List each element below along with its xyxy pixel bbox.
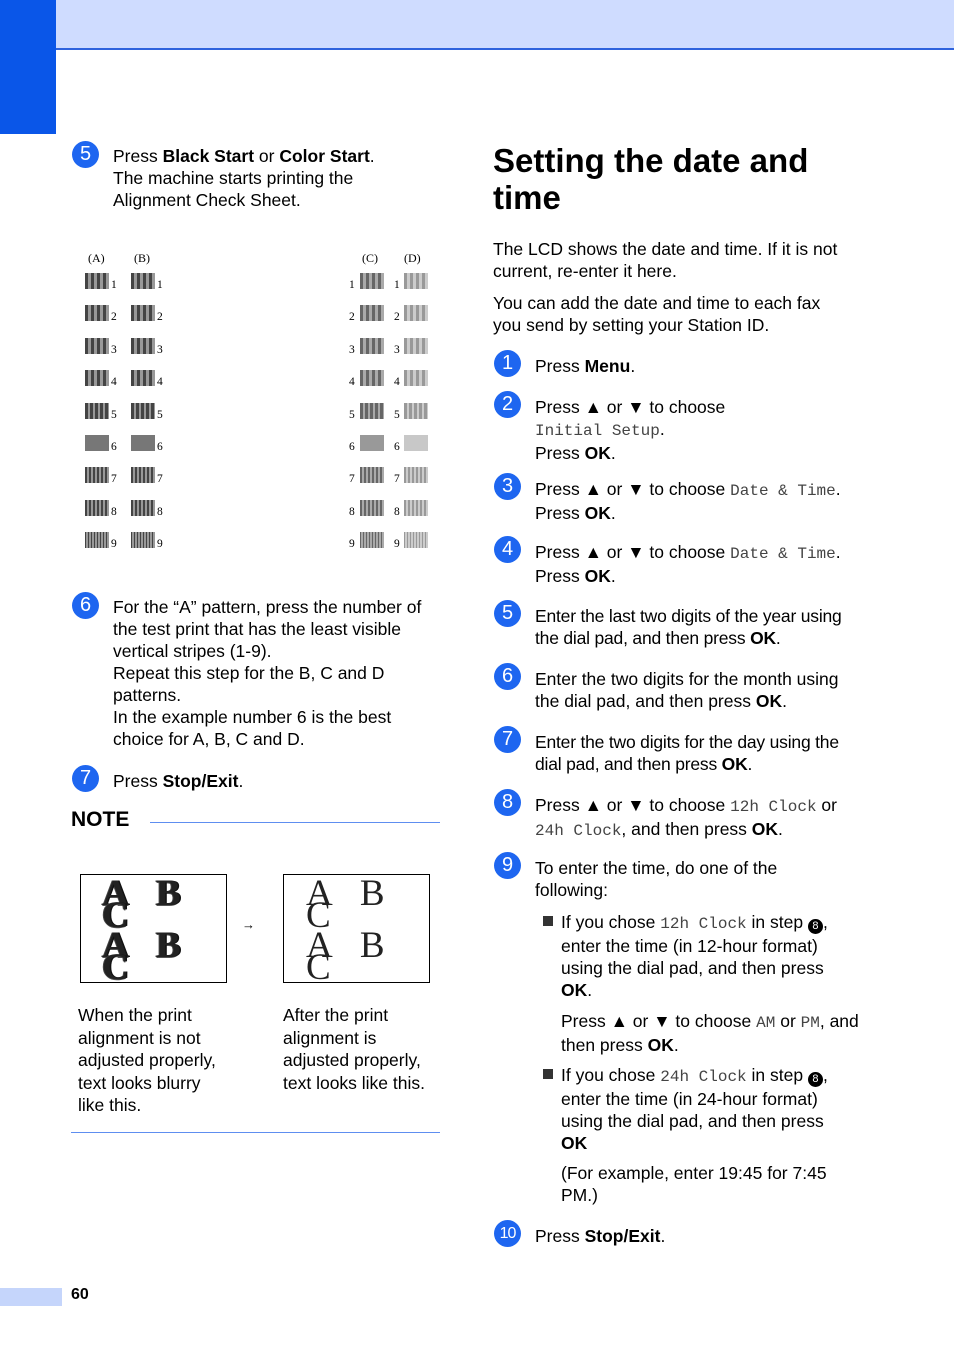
pattern-number: 9 bbox=[394, 538, 400, 550]
bullet-icon bbox=[543, 1069, 553, 1079]
step-6-month-text: Enter the two digits for the month using the dial pad, and then press OK. bbox=[535, 669, 839, 711]
step-6-text: For the “A” pattern, press the number of the test print that has the least visible vertical stripes (1-9). Repeat this step for the B, C and D patterns. In the example number 6 is the best choice for A, B, C and D. bbox=[113, 597, 422, 749]
stripe-pattern bbox=[404, 532, 428, 548]
step-2-text: Press ▲ or ▼ to choose Initial Setup. Press OK. bbox=[535, 397, 726, 463]
pattern-number: 8 bbox=[394, 506, 400, 518]
step-9-text: To enter the time, do one of the following: bbox=[535, 858, 778, 900]
stripe-pattern bbox=[360, 467, 384, 483]
section-title: Setting the date and time bbox=[493, 142, 809, 216]
pattern-number: 9 bbox=[349, 538, 355, 550]
pattern-number: 8 bbox=[349, 506, 355, 518]
label-c: (C) bbox=[362, 251, 378, 265]
pattern-number: 4 bbox=[157, 376, 163, 388]
blurry-text-line: A B C bbox=[102, 925, 191, 988]
stripe-pattern bbox=[85, 370, 109, 386]
step-7-text: Press Stop/Exit. bbox=[113, 771, 244, 791]
pattern-number: 7 bbox=[394, 473, 400, 485]
crisp-text-line: A B C bbox=[306, 873, 395, 936]
pattern-number: 1 bbox=[394, 279, 400, 291]
pattern-number: 3 bbox=[394, 344, 400, 356]
pattern-number: 4 bbox=[349, 376, 355, 388]
step-ref-icon: 8 bbox=[808, 919, 823, 934]
pattern-number: 2 bbox=[157, 311, 163, 323]
stripe-pattern bbox=[85, 500, 109, 516]
stripe-pattern bbox=[404, 500, 428, 516]
label-b: (B) bbox=[134, 251, 150, 265]
step-5-year-text: Enter the last two digits of the year using the dial pad, and then press OK. bbox=[535, 606, 842, 648]
stripe-pattern bbox=[131, 273, 155, 289]
stripe-pattern bbox=[131, 435, 155, 451]
step-number: 5 bbox=[494, 600, 521, 627]
pattern-number: 7 bbox=[157, 473, 163, 485]
pattern-number: 1 bbox=[111, 279, 117, 291]
stripe-pattern bbox=[131, 467, 155, 483]
step-number: 1 bbox=[494, 350, 521, 377]
note-bottom-divider bbox=[71, 1132, 440, 1133]
pattern-number: 3 bbox=[157, 344, 163, 356]
step-3-text: Press ▲ or ▼ to choose Date & Time. Press OK. bbox=[535, 479, 841, 523]
stripe-pattern bbox=[404, 273, 428, 289]
blurry-sample-box bbox=[80, 873, 227, 988]
step-10-text: Press Stop/Exit. bbox=[535, 1226, 666, 1246]
stripe-pattern bbox=[85, 273, 109, 289]
pattern-number: 8 bbox=[157, 506, 163, 518]
stripe-pattern bbox=[360, 338, 384, 354]
step-number: 2 bbox=[494, 391, 521, 418]
pattern-number: 5 bbox=[111, 409, 117, 421]
pattern-number: 7 bbox=[111, 473, 117, 485]
pattern-number: 5 bbox=[349, 409, 355, 421]
bullet-12h-ampm-text: Press ▲ or ▼ to choose AM or PM, and then press OK. bbox=[561, 1011, 859, 1055]
stripe-pattern bbox=[404, 305, 428, 321]
caption-crisp: After the print alignment is adjusted properly, text looks like this. bbox=[283, 1005, 425, 1093]
stripe-pattern bbox=[404, 467, 428, 483]
step-number: 7 bbox=[72, 765, 99, 792]
stripe-pattern bbox=[360, 305, 384, 321]
stripe-pattern bbox=[131, 532, 155, 548]
arrow-icon: → bbox=[242, 917, 255, 932]
stripe-pattern bbox=[85, 435, 109, 451]
pattern-number: 2 bbox=[111, 311, 117, 323]
pattern-number: 6 bbox=[111, 441, 117, 453]
label-d: (D) bbox=[404, 251, 421, 265]
stripe-pattern bbox=[85, 467, 109, 483]
pattern-number: 6 bbox=[394, 441, 400, 453]
stripe-pattern bbox=[360, 532, 384, 548]
step-number: 9 bbox=[494, 852, 521, 879]
step-number: 6 bbox=[494, 663, 521, 690]
stripe-pattern bbox=[85, 338, 109, 354]
stripe-pattern bbox=[404, 435, 428, 451]
step-number: 10 bbox=[494, 1220, 521, 1247]
bullet-24h-example-text: (For example, enter 19:45 for 7:45 PM.) bbox=[561, 1163, 827, 1205]
stripe-pattern bbox=[85, 403, 109, 419]
chapter-tab bbox=[0, 0, 56, 134]
pattern-number: 5 bbox=[394, 409, 400, 421]
stripe-pattern bbox=[360, 370, 384, 386]
step-7-day-text: Enter the two digits for the day using the dial pad, and then press OK. bbox=[535, 732, 839, 774]
stripe-pattern bbox=[404, 338, 428, 354]
pattern-number: 8 bbox=[111, 506, 117, 518]
label-a: (A) bbox=[88, 251, 105, 265]
step-5-text: Press Black Start or Color Start. The machine starts printing the Alignment Check Sheet. bbox=[113, 146, 375, 210]
stripe-pattern bbox=[404, 403, 428, 419]
crisp-text-line: A B C bbox=[306, 925, 395, 988]
pattern-number: 7 bbox=[349, 473, 355, 485]
stripe-pattern bbox=[131, 500, 155, 516]
stripe-pattern bbox=[360, 500, 384, 516]
stripe-pattern bbox=[85, 532, 109, 548]
pattern-number: 2 bbox=[349, 311, 355, 323]
step-number: 8 bbox=[494, 789, 521, 816]
step-ref-icon: 8 bbox=[808, 1072, 823, 1087]
blurry-text-line: A B C bbox=[102, 873, 191, 936]
pattern-number: 9 bbox=[111, 538, 117, 550]
stripe-pattern bbox=[131, 403, 155, 419]
step-number: 6 bbox=[72, 592, 99, 619]
footer-band bbox=[0, 1288, 62, 1306]
pattern-number: 2 bbox=[394, 311, 400, 323]
intro-paragraph-1: The LCD shows the date and time. If it is not current, re-enter it here. bbox=[493, 239, 838, 281]
pattern-number: 3 bbox=[111, 344, 117, 356]
step-8-text: Press ▲ or ▼ to choose 12h Clock or 24h Clock, and then press OK. bbox=[535, 795, 837, 840]
stripe-pattern bbox=[404, 370, 428, 386]
pattern-number: 4 bbox=[111, 376, 117, 388]
header-band bbox=[56, 0, 954, 50]
stripe-pattern bbox=[131, 338, 155, 354]
step-1-text: Press Menu. bbox=[535, 356, 636, 376]
intro-paragraph-2: You can add the date and time to each fax you send by setting your Station ID. bbox=[493, 293, 821, 335]
caption-blurry: When the print alignment is not adjusted properly, text looks blurry like this. bbox=[78, 1005, 216, 1115]
step-number: 7 bbox=[494, 726, 521, 753]
step-number: 3 bbox=[494, 473, 521, 500]
step-number: 5 bbox=[72, 141, 99, 168]
stripe-pattern bbox=[360, 273, 384, 289]
stripe-pattern bbox=[85, 305, 109, 321]
pattern-number: 4 bbox=[394, 376, 400, 388]
stripe-pattern bbox=[131, 305, 155, 321]
note-divider bbox=[150, 822, 440, 823]
bullet-24h-text: If you chose 24h Clock in step 8 , enter the time (in 24-hour format) using the dial pad, and then press OK bbox=[561, 1065, 828, 1153]
pattern-number: 5 bbox=[157, 409, 163, 421]
bullet-icon bbox=[543, 916, 553, 926]
bullet-12h-text: If you chose 12h Clock in step 8 , enter the time (in 12-hour format) using the dial pad, and then press OK. bbox=[561, 912, 828, 1000]
crisp-sample-box bbox=[283, 873, 430, 988]
pattern-number: 6 bbox=[157, 441, 163, 453]
stripe-pattern bbox=[360, 435, 384, 451]
step-4-text: Press ▲ or ▼ to choose Date & Time. Press OK. bbox=[535, 542, 841, 586]
pattern-number: 1 bbox=[157, 279, 163, 291]
pattern-number: 9 bbox=[157, 538, 163, 550]
pattern-number: 6 bbox=[349, 441, 355, 453]
stripe-pattern bbox=[360, 403, 384, 419]
stripe-pattern bbox=[131, 370, 155, 386]
page-number: 60 bbox=[71, 1286, 89, 1303]
note-title: NOTE bbox=[71, 808, 130, 831]
pattern-number: 3 bbox=[349, 344, 355, 356]
pattern-number: 1 bbox=[349, 279, 355, 291]
step-number: 4 bbox=[494, 536, 521, 563]
